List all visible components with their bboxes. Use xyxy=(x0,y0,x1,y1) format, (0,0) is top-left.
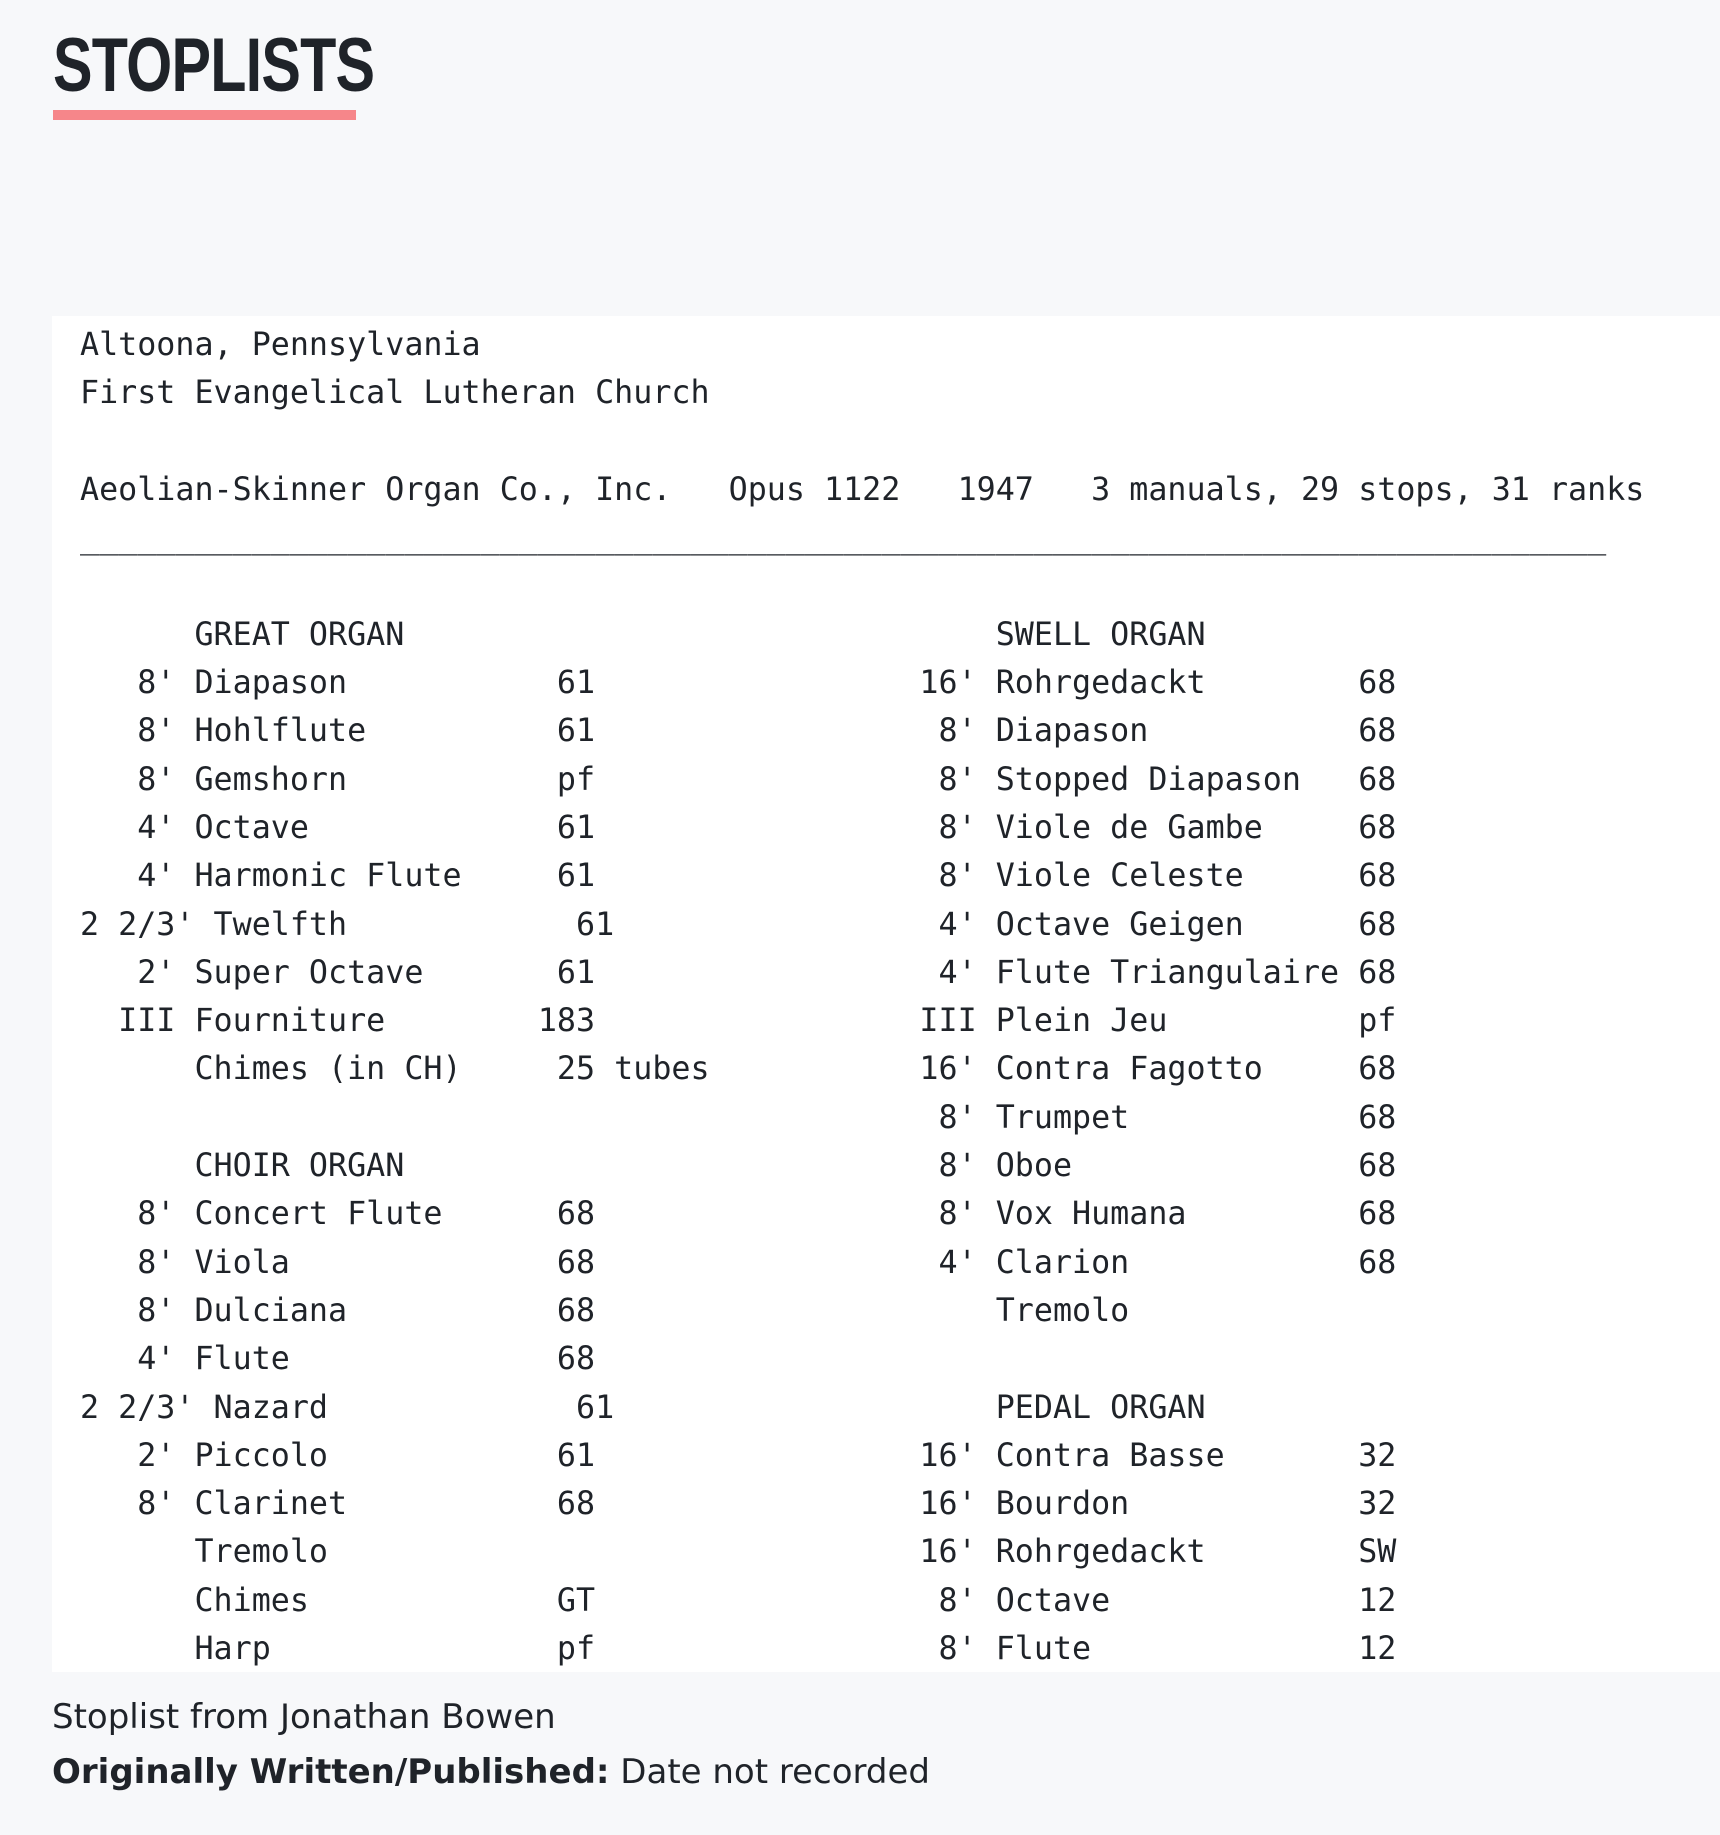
published-line xyxy=(52,1745,930,1800)
published-label: Originally Written/Published: xyxy=(52,1752,610,1792)
published-value: Date not recorded xyxy=(609,1752,930,1792)
title-underline xyxy=(53,110,356,120)
footer xyxy=(52,1690,930,1800)
source-credit: Stoplist from Jonathan Bowen xyxy=(52,1697,556,1737)
stoplist-text: Altoona, Pennsylvania First Evangelical Lutheran Church Aeolian-Skinner Organ Co., Inc. Opus 1122 1947 3 manuals, 29 stops, 31 ranks ________________________________________________________________________________ GREAT ORGAN SWELL ORGAN 8' Diapason 61 16' Rohrgedackt 68 8' Hohlflute 61 8' Diapason 68 8' Gemshorn pf 8' Stopped Diapason 68 4' Octave 61 8' Viole de Gambe 68 4' Harmonic Flute 61 8' Viole Celeste 68 2 2/3' Twelfth 61 4' Octave Geigen 68 2' Super Octave 61 4' Flute Triangulaire 68 III Fourniture 183 III Plein Jeu pf Chimes (in CH) 25 tubes 16' Contra Fagotto 68 8' Trumpet 68 CHOIR ORGAN 8' Oboe 68 8' Concert Flute 68 8' Vox Humana 68 8' Viola 68 4' Clarion 68 8' Dulciana 68 Tremolo 4' Flute 68 2 2/3' Nazard 61 PEDAL ORGAN 2' Piccolo 61 16' Contra Basse 32 8' Clarinet 68 16' Bourdon 32 Tremolo 16' Rohrgedackt SW Chimes GT 8' Octave 12 Harp pf 8' Flute 12 xyxy=(80,327,1645,1668)
stoplist-panel xyxy=(52,316,1720,1672)
page-title: STOPLISTS xyxy=(53,23,375,108)
page-heading xyxy=(53,23,465,108)
